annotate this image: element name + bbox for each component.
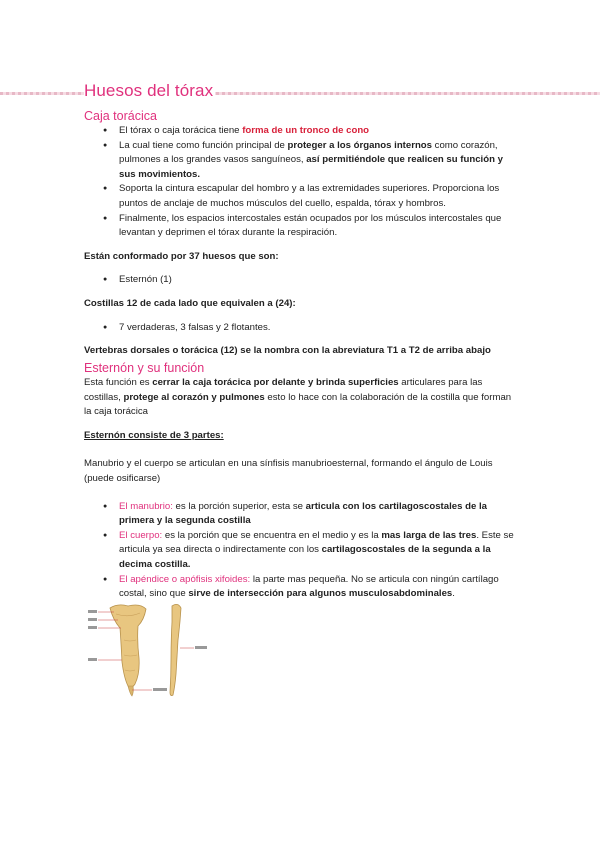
list-item-xifoides: [84, 573, 518, 602]
list-item: [84, 139, 518, 183]
list-item: [84, 321, 518, 336]
bold-text: sirve de intersección para algunos musculosabdominales: [188, 588, 453, 600]
costillas-list: [84, 321, 518, 336]
caja-toracica-list: [84, 124, 518, 241]
section-heading-caja-toracica: Caja torácica: [84, 109, 157, 123]
paragraph-costillas: Costillas 12 de cada lado que equivalen a (24):: [84, 297, 296, 309]
list-item: [84, 212, 518, 241]
bold-text: así permitiéndole que realicen su función y sus movimientos.: [119, 154, 503, 180]
paragraph-37-huesos: Están conformado por 37 huesos que son:: [84, 250, 279, 262]
section-heading-esternon: Esternón y su función: [84, 361, 205, 375]
text: El tórax o caja torácica tiene: [119, 125, 243, 136]
esternon-parts-list: [84, 500, 518, 602]
list-item: [84, 124, 518, 139]
text: Esta función es: [84, 377, 153, 388]
text: . Este se articula ya sea directa o indirectamente con los: [119, 529, 514, 556]
text: Finalmente, los espacios intercostales están ocupados por los músculos intercostales que levantan y deprimen el tórax durante la respiración.: [119, 212, 502, 239]
parts-heading: Esternón consiste de 3 partes:: [84, 429, 224, 441]
bold-text: cerrar la caja torácica por delante y brinda superficies: [152, 377, 399, 388]
text: articulares para las costillas,: [84, 377, 483, 403]
text: .: [452, 588, 455, 600]
bold-text: articula con los cartilagoscostales de la primera y la segunda costilla: [119, 500, 487, 527]
caja-toracica-section: [84, 124, 518, 359]
esternon-intro: [84, 376, 518, 420]
text: Esternón (1): [119, 274, 172, 286]
highlight-text: forma de un tronco de cono: [242, 125, 370, 136]
list-item-cuerpo: [84, 529, 518, 573]
term-label: El cuerpo:: [119, 529, 163, 541]
text: la parte mas pequeña. No se articula con ningún cartílago costal, sino que: [119, 573, 499, 600]
bold-text: mas larga de las tres: [381, 529, 477, 541]
paragraph-vertebras: Vertebras dorsales o torácica (12) se la nombra con la abreviatura T1 a T2 de arriba abajo: [84, 345, 491, 357]
manubrio-paragraph: Manubrio y el cuerpo se articulan en una sínfisis manubrioesternal, formando el ángulo de Louis (puede osificarse): [84, 458, 493, 484]
text: es la porción que se encuentra en el medio y es la: [162, 529, 382, 541]
list-item: [84, 273, 518, 288]
bold-text: cartilagoscostales de la segunda a la decima costilla.: [119, 544, 491, 570]
text: es la porción superior, esta se: [172, 500, 306, 512]
term-label: El apéndice o apófisis xifoides:: [119, 573, 251, 585]
bold-text: proteger a los órganos internos: [287, 139, 432, 151]
huesos-list: [84, 273, 518, 288]
text: 7 verdaderas, 3 falsas y 2 flotantes.: [119, 321, 271, 333]
text: esto lo hace con la colaboración de la costilla que forman la caja torácica: [84, 391, 512, 418]
list-item-manubrio: [84, 500, 518, 529]
esternon-section: [84, 376, 518, 602]
bold-text: protege al corazón y pulmones: [123, 391, 265, 403]
list-item: [84, 182, 518, 211]
page-title: Huesos del tórax: [84, 81, 214, 100]
text: Soporta la cintura escapular del hombro y a las extremidades superiores. Proporciona los puntos de anclaje de muchos músculos del cuello, espalda, tórax y hombros.: [119, 183, 500, 209]
text: como corazón, pulmones a los grandes vasos sanguíneos,: [119, 139, 498, 166]
term-label: El manubrio:: [119, 500, 173, 512]
sternum-illustration: [88, 600, 208, 700]
text: La cual tiene como función principal de: [119, 139, 288, 151]
